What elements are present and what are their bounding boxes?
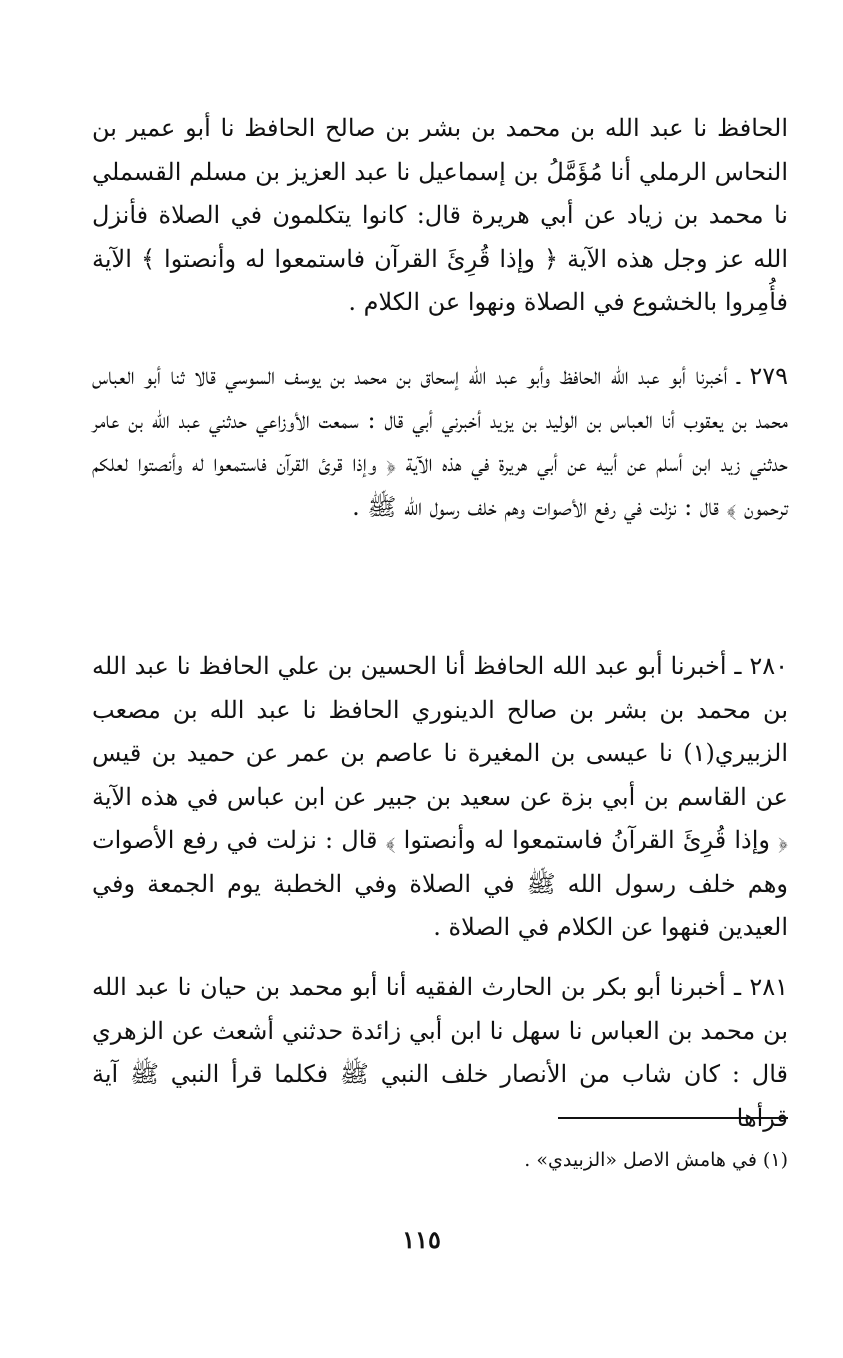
- footnote-divider: [558, 1117, 788, 1119]
- paragraph-279: ٢٧٩ ـ أخبرنا أبو عبد الله الحافظ وأبو عبد الله إسحاق بن محمد بن يوسف السوسي قالا ثنا أبو العباس محمد بن يعقوب أنا العباس بن الوليد بن يزيد أخبرني أبي قال : سمعت الأوزاعي حدثني عبد الله بن عامر حدثني زيد ابن أسلم عن أبيه عن أبي هريرة في هذه الآية ﴿ وإذا قرئ القرآن فاستمعوا له وأنصتوا لعلكم ترحمون ﴾ قال : نزلت في رفع الأصوات وهم خلف رسول الله ﷺ .: [92, 362, 788, 521]
- paragraph-continuation: الحافظ نا عبد الله بن محمد بن بشر بن صالح الحافظ نا أبو عمير بن النحاس الرملي أنا مُؤَمَّلُ بن إسماعيل نا عبد العزيز بن مسلم القسملي نا محمد بن زياد عن أبي هريرة قال: كانوا يتكلمون في الصلاة فأنزل الله عز وجل هذه الآية ﴿ وإذا قُرِئَ القرآن فاستمعوا له وأنصتوا ﴾ الآية فأُمِروا بالخشوع في الصلاة ونهوا عن الكلام .: [92, 114, 788, 316]
- footnote: (١) في هامش الاصل «الزبيدي» .: [524, 1149, 788, 1171]
- paragraph-281: ٢٨١ ـ أخبرنا أبو بكر بن الحارث الفقيه أنا أبو محمد بن حيان نا عبد الله بن محمد بن العباس نا سهل نا ابن أبي زائدة حدثني أشعث عن الزهري قال : كان شاب من الأنصار خلف النبي ﷺ فكلما قرأ النبي ﷺ آية قرأها: [92, 973, 788, 1132]
- page-number: ١١٥: [402, 1225, 441, 1254]
- paragraph-280: ٢٨٠ ـ أخبرنا أبو عبد الله الحافظ أنا الحسين بن علي الحافظ نا عبد الله بن محمد بن بشر بن صالح الدينوري الحافظ نا عبد الله بن مصعب الزبيري(١) نا عيسى بن المغيرة نا عاصم بن عمر عن حميد بن قيس عن القاسم بن أبي بزة عن سعيد بن جبير عن ابن عباس في هذه الآية ﴿ وإذا قُرِئَ القرآنُ فاستمعوا له وأنصتوا ﴾ قال : نزلت في رفع الأصوات وهم خلف رسول الله ﷺ في الصلاة وفي الخطبة يوم الجمعة وفي العيدين فنهوا عن الكلام في الصلاة .: [92, 652, 789, 941]
